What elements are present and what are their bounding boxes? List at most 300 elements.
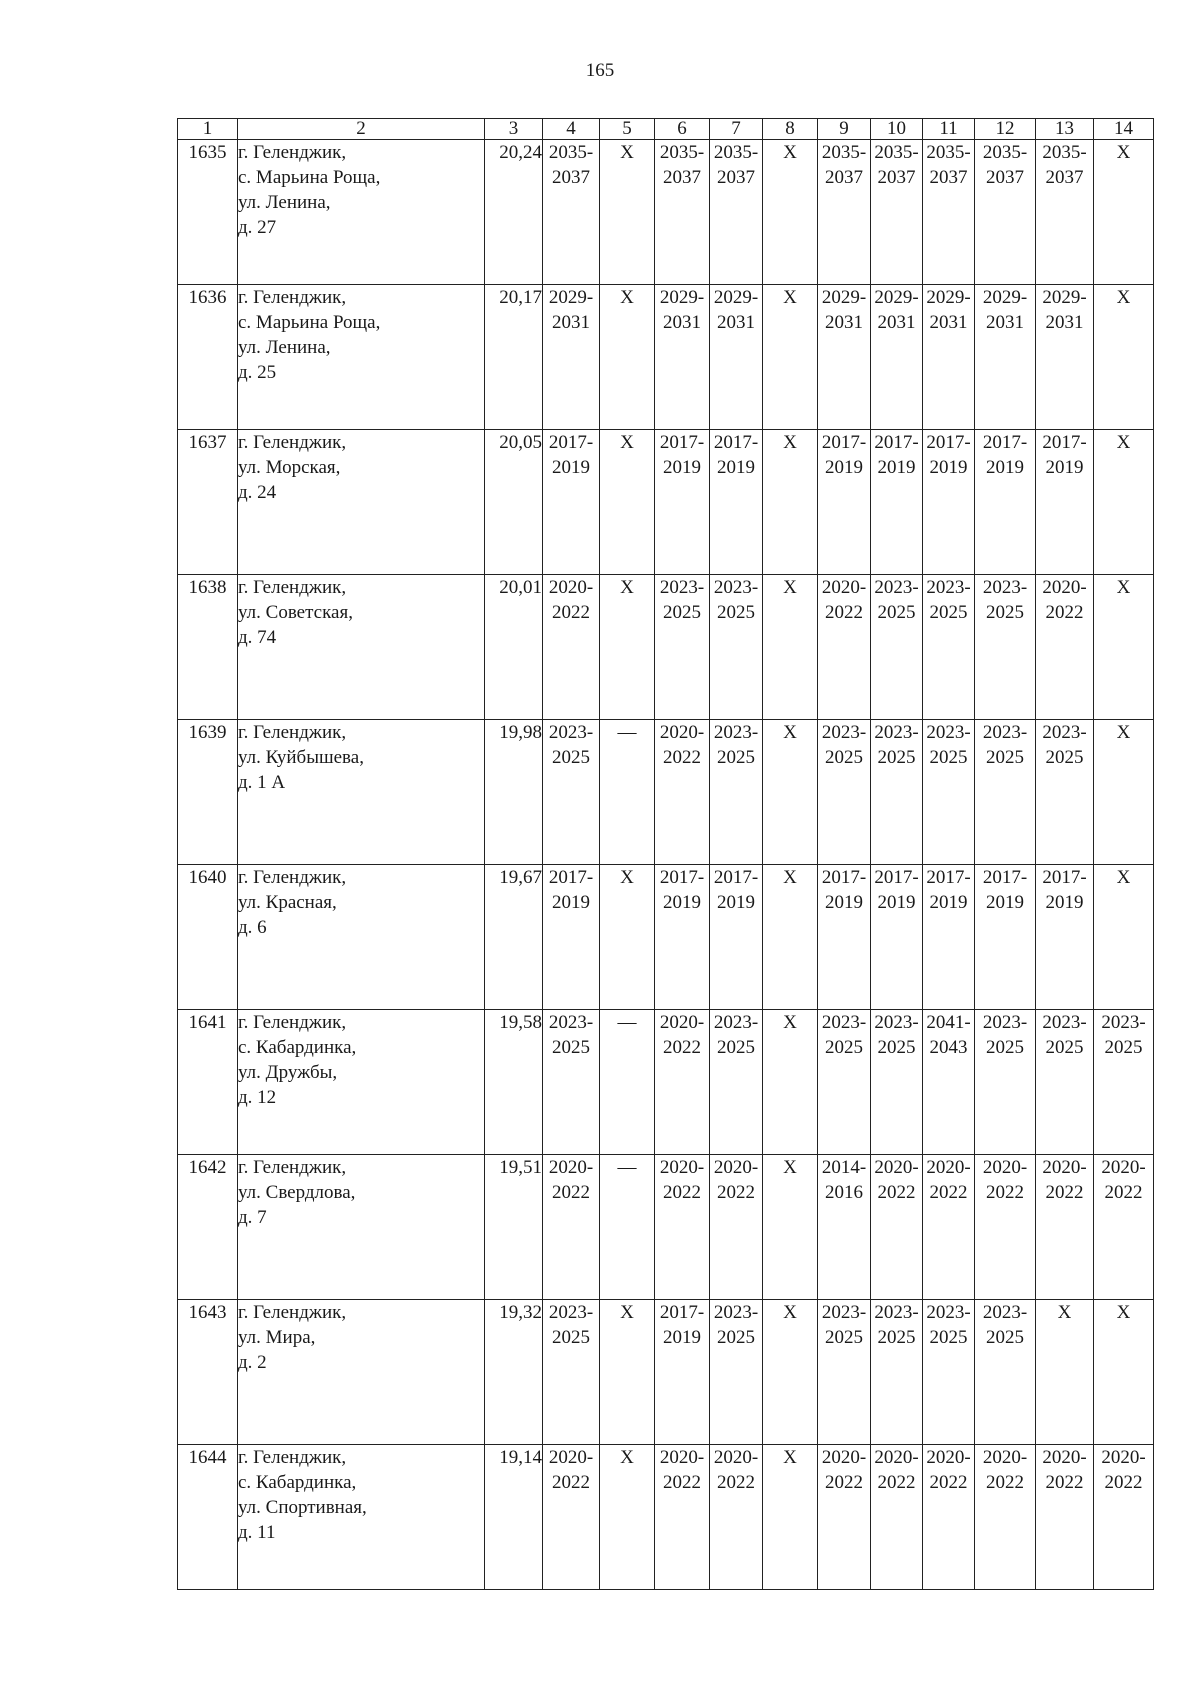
period-cell [871, 140, 923, 285]
row-number: 1637 [178, 430, 238, 575]
period-line: 2035- [1042, 142, 1087, 163]
period-cell [818, 575, 871, 720]
value-cell: 19,67 [485, 865, 543, 1010]
address-line: с. Марьина Роща, [238, 167, 381, 188]
period-line: 2023- [982, 1302, 1028, 1323]
period-line: 2023- [1101, 1012, 1146, 1033]
period-line: 2025 [877, 747, 916, 768]
period-line: 2037 [929, 167, 968, 188]
period-line: 2022 [663, 1037, 701, 1058]
column-header: 5 [600, 119, 655, 140]
period-line: 2031 [877, 312, 916, 333]
address-cell [238, 720, 485, 865]
address-line: г. Геленджик, [238, 1447, 347, 1468]
period-line: Х [1116, 432, 1131, 453]
value-cell: 20,24 [485, 140, 543, 285]
table-row [178, 720, 1154, 865]
address-cell [238, 285, 485, 430]
period-cell [871, 430, 923, 575]
period-line: 2023- [926, 722, 971, 743]
period-line: 2023- [821, 722, 867, 743]
period-line: 2025 [663, 602, 701, 623]
period-line: 2037 [1045, 167, 1084, 188]
period-cell [975, 1445, 1036, 1590]
value-cell: 19,98 [485, 720, 543, 865]
address-line: ул. Ленина, [238, 337, 331, 358]
period-cell [1036, 430, 1094, 575]
column-header: 4 [543, 119, 600, 140]
period-cell [923, 140, 975, 285]
address-line: д. 1 А [238, 772, 286, 793]
address-line: д. 2 [238, 1352, 267, 1373]
period-cell [710, 1155, 763, 1300]
period-line: 2022 [663, 1182, 701, 1203]
period-cell [600, 720, 655, 865]
period-line: 2019 [1045, 892, 1084, 913]
period-line: 2020- [982, 1157, 1028, 1178]
period-line: 2020- [874, 1447, 919, 1468]
table-body [178, 140, 1154, 1590]
period-line: 2031 [663, 312, 701, 333]
value-cell: 19,58 [485, 1010, 543, 1155]
address-line: д. 24 [238, 482, 277, 503]
period-cell [818, 1445, 871, 1590]
period-line: Х [1116, 722, 1131, 743]
period-cell [710, 1010, 763, 1155]
period-line: Х [1057, 1302, 1072, 1323]
period-line: 2025 [552, 747, 590, 768]
period-cell [923, 285, 975, 430]
period-line: 2025 [929, 747, 968, 768]
period-line: 2019 [1045, 457, 1084, 478]
period-cell [871, 1445, 923, 1590]
header-row [178, 119, 1154, 140]
period-cell [600, 140, 655, 285]
address-line: г. Геленджик, [238, 142, 347, 163]
period-line: — [617, 722, 637, 743]
period-line: 2020- [1101, 1157, 1146, 1178]
period-line: 2019 [986, 892, 1024, 913]
period-cell [710, 1300, 763, 1445]
period-cell [923, 575, 975, 720]
period-cell [975, 285, 1036, 430]
period-line: 2025 [877, 602, 916, 623]
address-line: г. Геленджик, [238, 722, 347, 743]
period-line: 2025 [1045, 747, 1084, 768]
period-cell [655, 720, 710, 865]
address-line: г. Геленджик, [238, 1012, 347, 1033]
period-line: 2022 [552, 602, 590, 623]
period-line: 2022 [1104, 1182, 1143, 1203]
period-cell [763, 1445, 818, 1590]
period-cell [763, 575, 818, 720]
period-cell [975, 720, 1036, 865]
row-number: 1638 [178, 575, 238, 720]
period-line: 2023- [1042, 722, 1087, 743]
address-cell [238, 575, 485, 720]
column-header: 9 [818, 119, 871, 140]
period-cell [1094, 575, 1154, 720]
period-cell [1094, 1155, 1154, 1300]
address-line: ул. Морская, [238, 457, 341, 478]
period-cell [1036, 1445, 1094, 1590]
address-line: ул. Ленина, [238, 192, 331, 213]
row-number: 1643 [178, 1300, 238, 1445]
period-line: 2019 [663, 892, 701, 913]
period-cell [818, 720, 871, 865]
column-header: 2 [238, 119, 485, 140]
table-row [178, 865, 1154, 1010]
address-line: д. 7 [238, 1207, 267, 1228]
period-line: Х [783, 867, 797, 888]
period-line: 2022 [1045, 1472, 1084, 1493]
period-cell [710, 575, 763, 720]
period-line: 2019 [552, 457, 590, 478]
period-cell [655, 1445, 710, 1590]
row-number: 1642 [178, 1155, 238, 1300]
period-line: 2035- [713, 142, 759, 163]
period-line: 2022 [717, 1182, 755, 1203]
address-line: ул. Мира, [238, 1327, 316, 1348]
period-cell [655, 1155, 710, 1300]
period-line: 2025 [929, 1327, 968, 1348]
period-cell [543, 865, 600, 1010]
address-cell [238, 1300, 485, 1445]
period-line: 2022 [552, 1182, 590, 1203]
period-cell [871, 865, 923, 1010]
period-line: 2025 [929, 602, 968, 623]
period-line: 2023- [659, 577, 705, 598]
period-cell [818, 430, 871, 575]
period-line: Х [1116, 867, 1131, 888]
period-line: 2023- [874, 722, 919, 743]
address-cell [238, 1010, 485, 1155]
period-line: 2037 [825, 167, 863, 188]
period-cell [600, 865, 655, 1010]
period-cell [543, 720, 600, 865]
period-line: 2023- [821, 1012, 867, 1033]
address-line: г. Геленджик, [238, 1302, 347, 1323]
address-cell [238, 1155, 485, 1300]
period-line: 2035- [982, 142, 1028, 163]
period-line: 2022 [717, 1472, 755, 1493]
value-cell: 20,01 [485, 575, 543, 720]
period-cell [543, 575, 600, 720]
schedule-table [177, 118, 1154, 1590]
period-cell [818, 865, 871, 1010]
period-cell [710, 1445, 763, 1590]
column-header: 1 [178, 119, 238, 140]
period-line: 2020- [1042, 1157, 1087, 1178]
period-line: 2016 [825, 1182, 863, 1203]
period-line: 2023- [821, 1302, 867, 1323]
period-cell [1036, 1010, 1094, 1155]
period-line: 2020- [713, 1447, 759, 1468]
period-line: 2019 [877, 457, 916, 478]
address-line: д. 74 [238, 627, 277, 648]
period-cell [1094, 140, 1154, 285]
period-cell [871, 720, 923, 865]
address-line: с. Кабардинка, [238, 1037, 357, 1058]
period-line: 2022 [877, 1182, 916, 1203]
address-line: д. 12 [238, 1087, 277, 1108]
period-line: 2035- [659, 142, 705, 163]
column-header: 6 [655, 119, 710, 140]
period-line: 2017- [548, 867, 594, 888]
table-row [178, 1155, 1154, 1300]
value-cell: 19,14 [485, 1445, 543, 1590]
period-cell [1036, 1155, 1094, 1300]
period-line: 2022 [877, 1472, 916, 1493]
period-line: 2017- [659, 432, 705, 453]
period-cell [818, 1300, 871, 1445]
period-line: 2023- [926, 577, 971, 598]
period-cell [600, 1300, 655, 1445]
period-line: 2037 [877, 167, 916, 188]
address-line: ул. Советская, [238, 602, 353, 623]
period-line: 2017- [659, 1302, 705, 1323]
period-line: 2017- [821, 432, 867, 453]
period-line: 2017- [982, 432, 1028, 453]
period-line: 2019 [663, 457, 701, 478]
address-line: с. Марьина Роща, [238, 312, 381, 333]
period-cell [818, 285, 871, 430]
period-line: 2020- [659, 1157, 705, 1178]
period-line: 2029- [548, 287, 594, 308]
period-line: 2020- [548, 1157, 594, 1178]
period-line: 2023- [713, 577, 759, 598]
period-cell [923, 1300, 975, 1445]
period-cell [600, 1010, 655, 1155]
period-line: 2041- [926, 1012, 971, 1033]
period-cell [543, 430, 600, 575]
period-cell [710, 720, 763, 865]
period-line: 2020- [821, 1447, 867, 1468]
period-cell [763, 720, 818, 865]
period-line: 2019 [825, 457, 863, 478]
period-line: 2025 [986, 1037, 1024, 1058]
period-line: 2022 [1045, 1182, 1084, 1203]
address-line: д. 27 [238, 217, 277, 238]
period-line: 2019 [986, 457, 1024, 478]
address-cell [238, 1445, 485, 1590]
period-line: 2019 [877, 892, 916, 913]
period-cell [655, 575, 710, 720]
period-line: 2025 [552, 1037, 590, 1058]
period-cell [543, 140, 600, 285]
period-line: 2035- [548, 142, 594, 163]
period-line: 2025 [552, 1327, 590, 1348]
period-line: 2017- [659, 867, 705, 888]
address-cell [238, 865, 485, 1010]
address-cell [238, 140, 485, 285]
period-line: 2029- [926, 287, 971, 308]
row-number: 1636 [178, 285, 238, 430]
period-line: 2037 [986, 167, 1024, 188]
period-cell [710, 865, 763, 1010]
period-line: 2043 [929, 1037, 968, 1058]
period-line: 2031 [929, 312, 968, 333]
period-line: 2031 [825, 312, 863, 333]
period-line: 2020- [926, 1157, 971, 1178]
period-line: 2029- [1042, 287, 1087, 308]
column-header: 13 [1036, 119, 1094, 140]
period-line: 2023- [926, 1302, 971, 1323]
period-cell [975, 1155, 1036, 1300]
address-line: ул. Дружбы, [238, 1062, 338, 1083]
column-header: 14 [1094, 119, 1154, 140]
period-cell [655, 1300, 710, 1445]
period-cell [975, 140, 1036, 285]
address-line: ул. Свердлова, [238, 1182, 356, 1203]
period-line: 2020- [1042, 1447, 1087, 1468]
table-row [178, 140, 1154, 285]
period-line: 2020- [548, 1447, 594, 1468]
period-line: Х [620, 1302, 634, 1323]
period-cell [763, 285, 818, 430]
period-cell [655, 430, 710, 575]
period-cell [871, 1155, 923, 1300]
period-line: Х [620, 287, 634, 308]
period-cell [1036, 1300, 1094, 1445]
period-line: 2022 [929, 1472, 968, 1493]
period-line: Х [783, 1447, 797, 1468]
period-line: — [617, 1157, 637, 1178]
period-line: 2025 [877, 1327, 916, 1348]
address-line: д. 6 [238, 917, 267, 938]
period-cell [923, 1010, 975, 1155]
period-cell [923, 1445, 975, 1590]
table-row [178, 1300, 1154, 1445]
period-line: 2025 [825, 1327, 863, 1348]
address-line: г. Геленджик, [238, 1157, 347, 1178]
period-line: Х [620, 1447, 634, 1468]
period-line: 2017- [1042, 432, 1087, 453]
period-line: 2019 [717, 457, 755, 478]
period-line: 2019 [663, 1327, 701, 1348]
column-header: 11 [923, 119, 975, 140]
address-line: г. Геленджик, [238, 867, 347, 888]
period-line: 2020- [659, 722, 705, 743]
period-line: 2025 [986, 747, 1024, 768]
period-line: 2023- [713, 1302, 759, 1323]
period-line: Х [620, 432, 634, 453]
period-line: 2023- [1042, 1012, 1087, 1033]
period-line: 2037 [663, 167, 701, 188]
period-line: 2022 [663, 747, 701, 768]
value-cell: 19,32 [485, 1300, 543, 1445]
period-line: 2023- [982, 577, 1028, 598]
period-line: 2022 [1045, 602, 1084, 623]
period-cell [600, 1445, 655, 1590]
period-cell [600, 430, 655, 575]
period-cell [543, 1155, 600, 1300]
period-cell [655, 1010, 710, 1155]
period-cell [1094, 1010, 1154, 1155]
period-line: 2035- [821, 142, 867, 163]
period-line: Х [1116, 577, 1131, 598]
period-line: Х [1116, 1302, 1131, 1323]
table-row [178, 575, 1154, 720]
row-number: 1640 [178, 865, 238, 1010]
period-cell [710, 430, 763, 575]
period-cell [710, 285, 763, 430]
period-line: 2022 [663, 1472, 701, 1493]
period-cell [1036, 720, 1094, 865]
period-line: 2025 [1045, 1037, 1084, 1058]
period-line: 2023- [548, 1302, 594, 1323]
period-line: Х [783, 1012, 797, 1033]
period-line: 2023- [548, 1012, 594, 1033]
period-line: 2023- [982, 1012, 1028, 1033]
period-line: 2014- [821, 1157, 867, 1178]
period-line: 2031 [1045, 312, 1084, 333]
address-line: ул. Куйбышева, [238, 747, 364, 768]
period-line: 2019 [929, 892, 968, 913]
period-line: 2020- [548, 577, 594, 598]
period-line: 2035- [874, 142, 919, 163]
period-line: 2017- [821, 867, 867, 888]
period-cell [763, 865, 818, 1010]
period-cell [871, 285, 923, 430]
period-cell [1094, 1300, 1154, 1445]
period-line: 2025 [717, 1037, 755, 1058]
period-line: 2017- [926, 867, 971, 888]
period-line: 2022 [986, 1472, 1024, 1493]
period-cell [975, 575, 1036, 720]
period-line: 2031 [717, 312, 755, 333]
address-cell [238, 430, 485, 575]
period-line: 2019 [717, 892, 755, 913]
period-line: 2020- [1101, 1447, 1146, 1468]
period-cell [871, 1010, 923, 1155]
period-cell [1094, 430, 1154, 575]
page-number: 165 [585, 60, 615, 81]
period-line: 2023- [713, 1012, 759, 1033]
period-cell [923, 720, 975, 865]
period-cell [600, 1155, 655, 1300]
period-cell [818, 140, 871, 285]
table-row [178, 430, 1154, 575]
period-cell [543, 285, 600, 430]
period-cell [1094, 285, 1154, 430]
period-line: 2020- [713, 1157, 759, 1178]
period-cell [923, 430, 975, 575]
value-cell: 20,17 [485, 285, 543, 430]
period-line: Х [783, 432, 797, 453]
period-cell [1094, 720, 1154, 865]
address-line: с. Кабардинка, [238, 1472, 357, 1493]
period-cell [763, 1300, 818, 1445]
address-line: г. Геленджик, [238, 432, 347, 453]
period-line: 2020- [1042, 577, 1087, 598]
period-line: — [617, 1012, 637, 1033]
period-line: 2029- [713, 287, 759, 308]
period-line: 2022 [986, 1182, 1024, 1203]
period-cell [763, 140, 818, 285]
period-line: 2023- [874, 1302, 919, 1323]
period-line: Х [620, 142, 634, 163]
period-line: 2017- [874, 867, 919, 888]
period-line: 2025 [1104, 1037, 1143, 1058]
period-line: 2025 [717, 602, 755, 623]
table-row [178, 285, 1154, 430]
period-cell [763, 1010, 818, 1155]
period-line: Х [620, 867, 634, 888]
row-number: 1641 [178, 1010, 238, 1155]
period-line: 2020- [821, 577, 867, 598]
period-line: 2020- [874, 1157, 919, 1178]
